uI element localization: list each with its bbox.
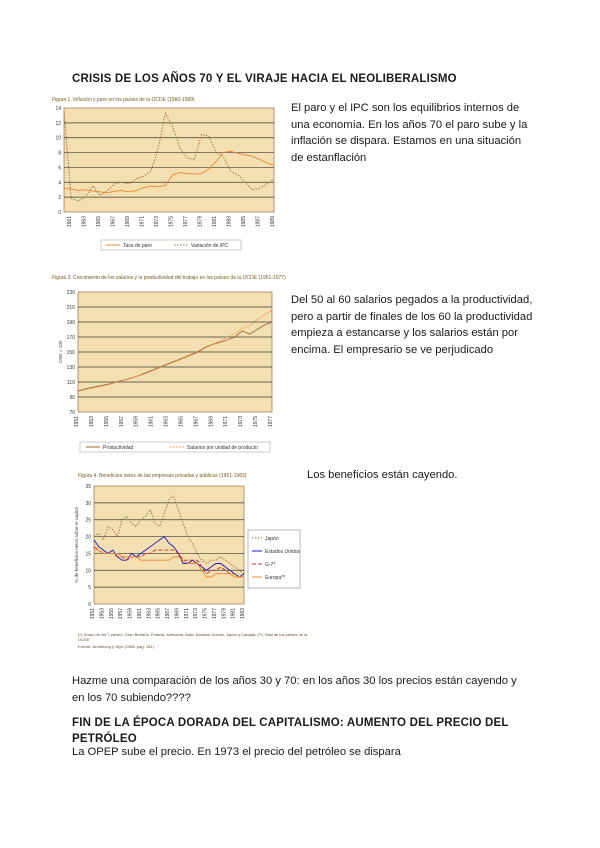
- paragraph-salarios-productividad: Del 50 al 60 salarios pegados a la productividad, pero a partir de finales de los 60 la productividad empieza a estancarse y los salarios están por encima. El empresario se ve perjudicado: [291, 294, 533, 356]
- fig1-xtick-label: 1961: [67, 216, 74, 228]
- fig1-xtick-label: 1989: [270, 216, 276, 228]
- fig2-ytick-label: 90: [69, 395, 75, 401]
- fig2-xtick-label: 1973: [238, 416, 245, 428]
- fig1-legend-label: Variación de IPC: [191, 243, 229, 249]
- fig3-ytick-label: 0: [88, 602, 91, 608]
- fig1-ytick-label: 2: [58, 195, 61, 202]
- fig1-xtick-label: 1983: [226, 216, 233, 228]
- fig2-ytick-label: 190: [66, 320, 75, 326]
- fig3-xtick-label: 1971: [183, 608, 190, 620]
- figure2-chart: [50, 288, 290, 463]
- fig2-xtick-label: 1969: [208, 416, 215, 428]
- fig2-ytick-label: 230: [66, 290, 75, 296]
- fig3-xtick-label: 1953: [99, 608, 106, 620]
- fig2-xtick-label: 1963: [163, 416, 170, 428]
- fig2-xtick-label: 1959: [133, 416, 140, 428]
- fig1-ytick-label: 4: [58, 180, 61, 187]
- fig2-legend-label: Salarios por unidad de producto: [187, 445, 258, 451]
- paragraph-opep: La OPEP sube el precio. En 1973 el precio del petróleo se dispara: [72, 746, 401, 758]
- figure1-caption: Figura 1. Inflación y paro en los países de la OCDE (1960-1989): [52, 97, 195, 103]
- fig3-xtick-label: 1983: [240, 608, 246, 620]
- fig1-ytick-label: 12: [55, 120, 61, 127]
- figure3-chart: [62, 480, 302, 635]
- fig3-xtick-label: 1965: [155, 608, 162, 620]
- fig3-xtick-label: 1975: [202, 608, 209, 620]
- fig3-xtick-label: 1973: [193, 608, 200, 620]
- fig2-ytick-label: 70: [69, 410, 75, 416]
- fig3-xtick-label: 1961: [136, 608, 143, 620]
- fig3-ytick-label: 20: [85, 534, 91, 541]
- fig2-xtick-label: 1951: [74, 416, 80, 428]
- fig2-ytick-label: 130: [66, 365, 75, 371]
- heading-fin-epoca-dorada: FIN DE LA ÉPOCA DORADA DEL CAPITALISMO: AUMENTO DEL PRECIO DEL PETRÓLEO: [72, 717, 509, 745]
- fig2-xtick-label: 1967: [193, 416, 200, 428]
- fig2-xtick-label: 1971: [223, 416, 230, 428]
- fig1-xtick-label: 1981: [212, 216, 219, 228]
- fig3-ylabel: % de beneficios netos sobre el capital: [74, 507, 79, 583]
- fig2-xtick-label: 1961: [148, 416, 155, 428]
- fig3-ytick-label: 25: [85, 517, 91, 524]
- fig1-xtick-label: 1979: [197, 216, 204, 228]
- fig1-xtick-label: 1985: [241, 216, 248, 228]
- heading-crisis-70: CRISIS DE LOS AÑOS 70 Y EL VIRAJE HACIA EL NEOLIBERALISMO: [72, 73, 457, 85]
- fig2-legend-label: Productividad: [103, 445, 134, 451]
- fig2-xtick-label: 1977: [268, 416, 274, 428]
- fig2-xtick-label: 1957: [118, 416, 125, 428]
- paragraph-comparacion-30-70: Hazme una comparación de los años 30 y 70: en los años 30 los precios están cayendo y en los 70 subiendo????: [72, 675, 517, 704]
- fig3-legend-label: Japón: [265, 536, 279, 542]
- fig1-xtick-label: 1971: [139, 216, 146, 228]
- fig3-ytick-label: 10: [85, 568, 91, 575]
- figure3-source: Fuente: Armstrong y Glyn (1986, pág. 154): [78, 644, 154, 649]
- fig1-ytick-label: 14: [55, 106, 61, 112]
- paragraph-beneficios: Los beneficios están cayendo.: [307, 469, 458, 481]
- figure1-chart: [46, 104, 286, 261]
- fig1-xtick-label: 1963: [81, 216, 88, 228]
- fig3-xtick-label: 1979: [221, 608, 228, 620]
- fig1-xtick-label: 1973: [154, 216, 161, 228]
- fig3-xtick-label: 1967: [165, 608, 171, 620]
- fig3-xtick-label: 1977: [211, 608, 218, 620]
- fig1-legend-label: Tasa de paro: [123, 243, 152, 249]
- fig2-xtick-label: 1953: [88, 416, 95, 428]
- fig3-xtick-label: 1981: [230, 608, 237, 620]
- fig1-xtick-label: 1987: [255, 216, 262, 228]
- fig1-ytick-label: 0: [58, 210, 61, 216]
- figure3-footnote: (*) Grupo de los 7 países: Gran Bretaña, Francia, Alemania, Italia, Estados Unidos, Japón y Canadá. (**) Total de los países de la OCDE: [78, 632, 308, 642]
- fig2-ytick-label: 110: [67, 380, 75, 386]
- fig3-ytick-label: 15: [85, 551, 91, 558]
- fig1-xtick-label: 1967: [110, 216, 117, 228]
- fig2-xtick-label: 1965: [178, 416, 185, 428]
- fig3-legend-label: Europa**: [265, 575, 286, 581]
- fig3-xtick-label: 1959: [127, 608, 134, 620]
- fig2-xtick-label: 1955: [103, 416, 110, 428]
- figure2-caption: Figura 3. Crecimiento de los salarios y la productividad del trabajo en los países de la OCDE (1951-1977): [52, 275, 286, 281]
- fig1-plot-area: [64, 108, 274, 212]
- fig1-xtick-label: 1975: [168, 216, 175, 228]
- fig2-ytick-label: 150: [66, 350, 75, 356]
- fig1-ytick-label: 6: [58, 165, 61, 172]
- fig3-plot-area: [94, 486, 244, 604]
- fig3-xtick-label: 1957: [118, 608, 125, 620]
- paragraph-paro-ipc: El paro y el IPC son los equilibrios internos de una economía. En los años 70 el paro sube y la inflación se dispara. Estamos en una situación de estanflación: [291, 102, 528, 164]
- fig1-ytick-label: 8: [58, 150, 61, 157]
- fig1-xtick-label: 1969: [125, 216, 132, 228]
- fig3-xtick-label: 1963: [146, 608, 153, 620]
- fig2-xtick-label: 1975: [253, 416, 260, 428]
- fig2-ytick-label: 170: [66, 335, 75, 341]
- figure3-caption: Figura 4. Beneficios netos de las empresas privadas y públicas (1951-1983): [78, 473, 247, 479]
- fig3-legend-label: G-7*: [265, 562, 276, 568]
- fig3-ytick-label: 30: [85, 500, 91, 507]
- fig3-ytick-label: 35: [85, 484, 91, 490]
- fig1-xtick-label: 1965: [96, 216, 103, 228]
- fig2-ytick-label: 210: [66, 305, 75, 311]
- fig3-ytick-label: 5: [88, 585, 91, 592]
- fig3-xtick-label: 1951: [90, 608, 96, 620]
- fig2-ylabel: 1955 = 100: [58, 340, 63, 364]
- fig1-xtick-label: 1977: [183, 216, 190, 228]
- fig3-legend-label: Estados Unidos: [265, 549, 301, 555]
- fig1-ytick-label: 10: [55, 135, 61, 142]
- fig3-xtick-label: 1955: [108, 608, 115, 620]
- fig3-xtick-label: 1969: [174, 608, 181, 620]
